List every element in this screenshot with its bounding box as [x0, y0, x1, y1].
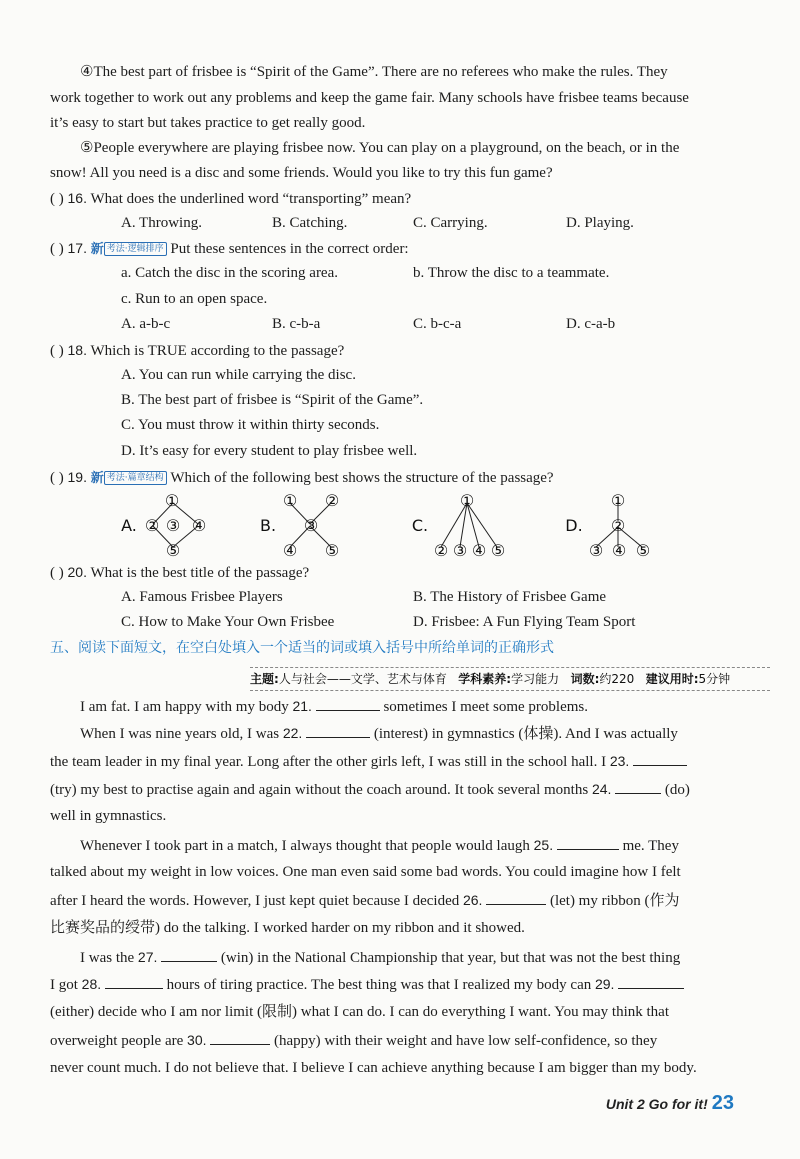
- answer-paren[interactable]: ( ): [50, 191, 64, 207]
- circle-4: ④: [191, 516, 207, 535]
- circle-3: ③: [165, 516, 181, 535]
- circle-5: ⑤: [490, 541, 506, 560]
- passage-p5-line2: snow! All you need is a disc and some friends. Would you like to try this fun game?: [50, 165, 553, 181]
- question-number: 16.: [67, 190, 87, 206]
- option[interactable]: A. You can run while carrying the disc.: [121, 367, 356, 383]
- q19-stem: [50, 467, 554, 489]
- option[interactable]: B. The best part of frisbee is “Spirit of the Game”.: [121, 392, 424, 408]
- option[interactable]: D. It’s easy for every student to play frisbee well.: [121, 443, 418, 459]
- option[interactable]: A. Famous Frisbee Players: [121, 589, 283, 605]
- cloze-line: [50, 974, 684, 995]
- q18-stem: [50, 340, 344, 361]
- cloze-line: [80, 696, 588, 717]
- question-number: 20.: [67, 564, 87, 580]
- meta-time: 5分钟: [698, 672, 731, 686]
- circle-1: ①: [164, 491, 180, 510]
- option[interactable]: A. a-b-c: [121, 316, 171, 332]
- passage-p4-line3: it’s easy to start but takes practice to get really good.: [50, 115, 366, 131]
- section-meta-bar: [250, 667, 770, 691]
- circle-5: ⑤: [635, 541, 651, 560]
- option[interactable]: C. b-c-a: [413, 316, 462, 332]
- circle-3: ③: [588, 541, 604, 560]
- answer-paren[interactable]: ( ): [50, 241, 64, 257]
- cloze-text: I got: [50, 977, 82, 993]
- q17-stem: [50, 238, 409, 260]
- blank-22[interactable]: [306, 723, 370, 738]
- blank-number: 26.: [462, 892, 483, 908]
- option[interactable]: A. Throwing.: [121, 215, 202, 231]
- answer-paren[interactable]: ( ): [50, 470, 64, 486]
- new-badge: 新: [90, 242, 104, 257]
- option-letter[interactable]: C.: [411, 516, 429, 535]
- circle-3: ③: [303, 516, 319, 535]
- circle-2: ②: [324, 491, 340, 510]
- circle-1: ①: [610, 491, 626, 510]
- cloze-line: (either) decide who I am nor limit (限制) what I can do. I can do everything I want. You may think that: [50, 1004, 670, 1020]
- sentence-c: c. Run to an open space.: [121, 291, 268, 307]
- blank-24[interactable]: [615, 779, 661, 794]
- circle-1: ①: [459, 491, 475, 510]
- blank-number: 24.: [591, 781, 612, 797]
- question-text: Which is TRUE according to the passage?: [90, 343, 345, 359]
- cloze-text: (let) my ribbon (作为: [546, 893, 680, 909]
- question-text: Put these sentences in the correct order:: [170, 241, 409, 257]
- blank-28[interactable]: [105, 974, 163, 989]
- page-footer: [606, 1092, 734, 1115]
- blank-29[interactable]: [618, 974, 684, 989]
- option[interactable]: B. c-b-a: [272, 316, 321, 332]
- question-number: 17.: [67, 240, 87, 256]
- cloze-text: (win) in the National Championship that year, but that was not the best thing: [217, 950, 681, 966]
- option[interactable]: C. How to Make Your Own Frisbee: [121, 614, 335, 630]
- cloze-line: [50, 1030, 657, 1051]
- blank-number: 23.: [609, 753, 630, 769]
- page-number: 23: [711, 1092, 734, 1114]
- answer-paren[interactable]: ( ): [50, 343, 64, 359]
- circle-3: ③: [452, 541, 468, 560]
- cloze-text: sometimes I meet some problems.: [379, 699, 588, 715]
- cloze-line: never count much. I do not believe that. I believe I can achieve anything because I am bigger than my body.: [50, 1060, 697, 1076]
- option-letter[interactable]: B.: [259, 516, 277, 535]
- circle-4: ④: [611, 541, 627, 560]
- option[interactable]: D. Playing.: [566, 215, 634, 231]
- passage-p4-line2: work together to work out any problems and keep the game fair. Many schools have frisbee teams because: [50, 90, 689, 106]
- cloze-line: 比赛奖品的绶带) do the talking. I worked harder on my ribbon and it showed.: [50, 920, 525, 936]
- question-text: What is the best title of the passage?: [90, 565, 310, 581]
- blank-26[interactable]: [486, 890, 546, 905]
- blank-21[interactable]: [316, 696, 380, 711]
- cloze-text: the team leader in my final year. Long after the other girls left, I was still in the school hall. I: [50, 754, 610, 770]
- answer-paren[interactable]: ( ): [50, 565, 64, 581]
- q20-stem: [50, 562, 309, 583]
- option-letter[interactable]: A.: [121, 516, 137, 535]
- circle-4: ④: [471, 541, 487, 560]
- circle-4: ④: [282, 541, 298, 560]
- cloze-text: (interest) in gymnastics (体操). And I was actually: [370, 726, 678, 742]
- cloze-text: I am fat. I am happy with my body: [80, 699, 293, 715]
- meta-literacy-label: 学科素养:: [458, 672, 512, 686]
- option[interactable]: B. Catching.: [272, 215, 348, 231]
- blank-30[interactable]: [210, 1030, 270, 1045]
- question-number: 18.: [67, 342, 87, 358]
- meta-literacy: 学习能力: [511, 672, 560, 686]
- circle-2: ②: [144, 516, 160, 535]
- blank-25[interactable]: [557, 835, 619, 850]
- blank-number: 30.: [187, 1032, 207, 1048]
- cloze-text: When I was nine years old, I was: [80, 726, 283, 742]
- circle-5: ⑤: [324, 541, 340, 560]
- cloze-text: I was the: [80, 950, 138, 966]
- cloze-line: [50, 890, 680, 911]
- circle-5: ⑤: [165, 541, 181, 560]
- cloze-text: overweight people are: [50, 1033, 188, 1049]
- cloze-line: [80, 723, 678, 744]
- option-letter[interactable]: D.: [565, 516, 583, 535]
- meta-theme: 人与社会——文学、艺术与体育: [278, 672, 447, 686]
- meta-words-label: 词数:: [570, 672, 600, 686]
- exam-type-tag: 考法·篇章结构: [104, 471, 167, 485]
- blank-23[interactable]: [633, 751, 687, 766]
- blank-number: 22.: [282, 725, 303, 741]
- option[interactable]: B. The History of Frisbee Game: [413, 589, 607, 605]
- blank-27[interactable]: [161, 947, 217, 962]
- option[interactable]: D. Frisbee: A Fun Flying Team Sport: [413, 614, 636, 630]
- blank-number: 27.: [137, 949, 158, 965]
- meta-time-label: 建议用时:: [645, 672, 699, 686]
- cloze-text: hours of tiring practice. The best thing was that I realized my body can: [162, 977, 595, 993]
- option[interactable]: C. You must throw it within thirty seconds.: [121, 417, 380, 433]
- section-title: 五、阅读下面短文，在空白处填入一个适当的词或填入括号中所给单词的正确形式: [50, 640, 554, 656]
- blank-number: 21.: [292, 698, 312, 714]
- cloze-text: (do): [661, 782, 690, 798]
- circle-1: ①: [282, 491, 298, 510]
- question-text: What does the underlined word “transporting” mean?: [90, 191, 412, 207]
- circle-2: ②: [610, 516, 626, 535]
- meta-words: 约220: [599, 672, 635, 686]
- blank-number: 25.: [533, 837, 554, 853]
- cloze-text: (happy) with their weight and have low self-confidence, so they: [270, 1033, 658, 1049]
- new-badge: 新: [90, 471, 104, 486]
- cloze-line: [80, 835, 679, 856]
- meta-theme-label: 主题:: [250, 672, 279, 686]
- cloze-text: (try) my best to practise again and again without the coach around. It took several months: [50, 782, 592, 798]
- structure-diagrams: [0, 488, 800, 563]
- blank-number: 29.: [594, 976, 615, 992]
- passage-p4-line1: ④The best part of frisbee is “Spirit of the Game”. There are no referees who make the rules. They: [80, 64, 668, 80]
- question-text: Which of the following best shows the structure of the passage?: [170, 470, 554, 486]
- circle-2: ②: [433, 541, 449, 560]
- cloze-line: well in gymnastics.: [50, 808, 167, 824]
- option[interactable]: D. c-a-b: [566, 316, 616, 332]
- exam-type-tag: 考法·逻辑排序: [104, 242, 167, 256]
- cloze-line: talked about my weight in low voices. One man even said some bad words. You could imagine how I felt: [50, 864, 681, 880]
- cloze-line: [50, 751, 687, 772]
- cloze-text: me. They: [618, 838, 679, 854]
- cloze-line: [50, 779, 690, 800]
- blank-number: 28.: [81, 976, 102, 992]
- cloze-text: Whenever I took part in a match, I always thought that people would laugh: [80, 838, 534, 854]
- unit-title: Unit 2 Go for it!: [605, 1096, 708, 1112]
- cloze-line: [80, 947, 680, 968]
- q16-stem: [50, 188, 411, 209]
- sentence-a: a. Catch the disc in the scoring area.: [121, 265, 339, 281]
- cloze-text: after I heard the words. However, I just kept quiet because I decided: [50, 893, 463, 909]
- passage-p5-line1: ⑤People everywhere are playing frisbee now. You can play on a playground, on the beach, or in the: [80, 140, 680, 156]
- option[interactable]: C. Carrying.: [413, 215, 488, 231]
- sentence-b: b. Throw the disc to a teammate.: [413, 265, 610, 281]
- question-number: 19.: [67, 469, 87, 485]
